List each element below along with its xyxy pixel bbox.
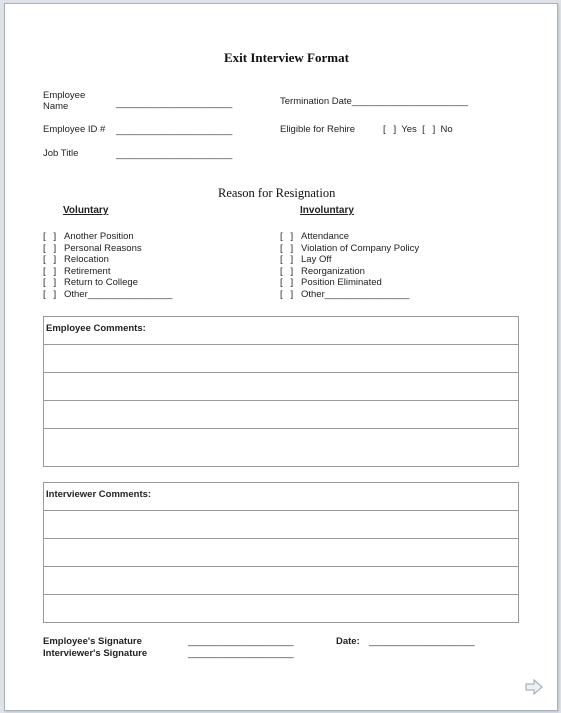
checkbox[interactable]: [ ] xyxy=(43,242,57,254)
option-label: Lay Off xyxy=(301,254,332,265)
involuntary-list xyxy=(280,231,419,300)
date-label: Date: xyxy=(336,636,360,647)
involuntary-option[interactable] xyxy=(280,231,419,243)
interviewer-comments-box xyxy=(43,482,519,623)
involuntary-option[interactable] xyxy=(280,277,419,289)
involuntary-option[interactable] xyxy=(280,254,419,266)
option-label: Violation of Company Policy xyxy=(301,242,420,254)
checkbox[interactable]: [ ] xyxy=(280,277,294,288)
option-label: Another Position xyxy=(64,231,134,242)
checkbox[interactable]: [ ] xyxy=(280,254,294,265)
comment-line[interactable] xyxy=(44,567,518,595)
option-label: Other________________ xyxy=(301,288,410,300)
employee-signature-line: ____________________ xyxy=(188,636,294,647)
option-label: Personal Reasons xyxy=(64,242,142,254)
employee-comments-label: Employee Comments: xyxy=(46,323,146,334)
option-label: Reorganization xyxy=(301,265,365,277)
option-label: Relocation xyxy=(64,254,109,265)
voluntary-list xyxy=(43,231,172,300)
checkbox[interactable]: [ ] xyxy=(43,231,57,242)
date-line: ____________________ xyxy=(369,636,475,647)
voluntary-heading: Voluntary xyxy=(63,205,109,216)
involuntary-heading: Involuntary xyxy=(300,205,354,216)
checkbox[interactable]: [ ] xyxy=(43,288,57,300)
voluntary-option[interactable] xyxy=(43,243,172,255)
checkbox[interactable]: [ ] xyxy=(43,254,57,265)
involuntary-option[interactable] xyxy=(280,289,419,301)
interviewer-signature-line: ____________________ xyxy=(188,648,294,659)
checkbox[interactable]: [ ] xyxy=(280,288,294,300)
termination-date-field: Termination Date______________________ xyxy=(280,96,469,107)
interviewer-comments-label: Interviewer Comments: xyxy=(46,489,152,500)
comment-line[interactable] xyxy=(44,595,518,622)
comment-line[interactable] xyxy=(44,373,518,401)
voluntary-option[interactable] xyxy=(43,254,172,266)
option-label: Other________________ xyxy=(64,288,173,300)
checkbox[interactable]: [ ] xyxy=(280,231,294,242)
employee-name-line: ______________________ xyxy=(116,98,233,109)
option-label: Retirement xyxy=(64,265,111,277)
job-title-label: Job Title xyxy=(43,148,79,159)
comment-line[interactable] xyxy=(44,539,518,567)
next-arrow-icon[interactable] xyxy=(525,679,543,700)
voluntary-option[interactable] xyxy=(43,289,172,301)
eligible-rehire-label: Eligible for Rehire xyxy=(280,124,355,135)
employee-id-line: ______________________ xyxy=(116,125,233,136)
rehire-options: [ ] Yes [ ] No xyxy=(383,124,453,135)
option-label: Return to College xyxy=(64,277,138,288)
involuntary-option[interactable] xyxy=(280,243,419,255)
interviewer-signature-label: Interviewer's Signature xyxy=(43,648,148,659)
checkbox[interactable]: [ ] xyxy=(280,242,294,254)
voluntary-option[interactable] xyxy=(43,277,172,289)
employee-id-label: Employee ID # xyxy=(43,124,106,135)
voluntary-option[interactable] xyxy=(43,231,172,243)
form-title: Exit Interview Format xyxy=(224,50,349,65)
option-label: Position Eliminated xyxy=(301,277,382,288)
option-label: Attendance xyxy=(301,231,350,242)
involuntary-option[interactable] xyxy=(280,266,419,278)
document-page xyxy=(4,3,558,711)
comment-line[interactable] xyxy=(44,345,518,373)
employee-comments-box xyxy=(43,316,519,467)
comment-line[interactable] xyxy=(44,429,518,466)
checkbox[interactable]: [ ] xyxy=(280,265,294,277)
checkbox[interactable]: [ ] xyxy=(43,277,57,288)
checkbox[interactable]: [ ] xyxy=(43,265,57,277)
reason-heading: Reason for Resignation xyxy=(218,186,336,200)
comment-line[interactable] xyxy=(44,511,518,539)
comment-line[interactable] xyxy=(44,401,518,429)
employee-name-label: Employee Name xyxy=(43,90,86,112)
voluntary-option[interactable] xyxy=(43,266,172,278)
employee-signature-label: Employee's Signature xyxy=(43,636,142,647)
job-title-line: ______________________ xyxy=(116,149,233,160)
